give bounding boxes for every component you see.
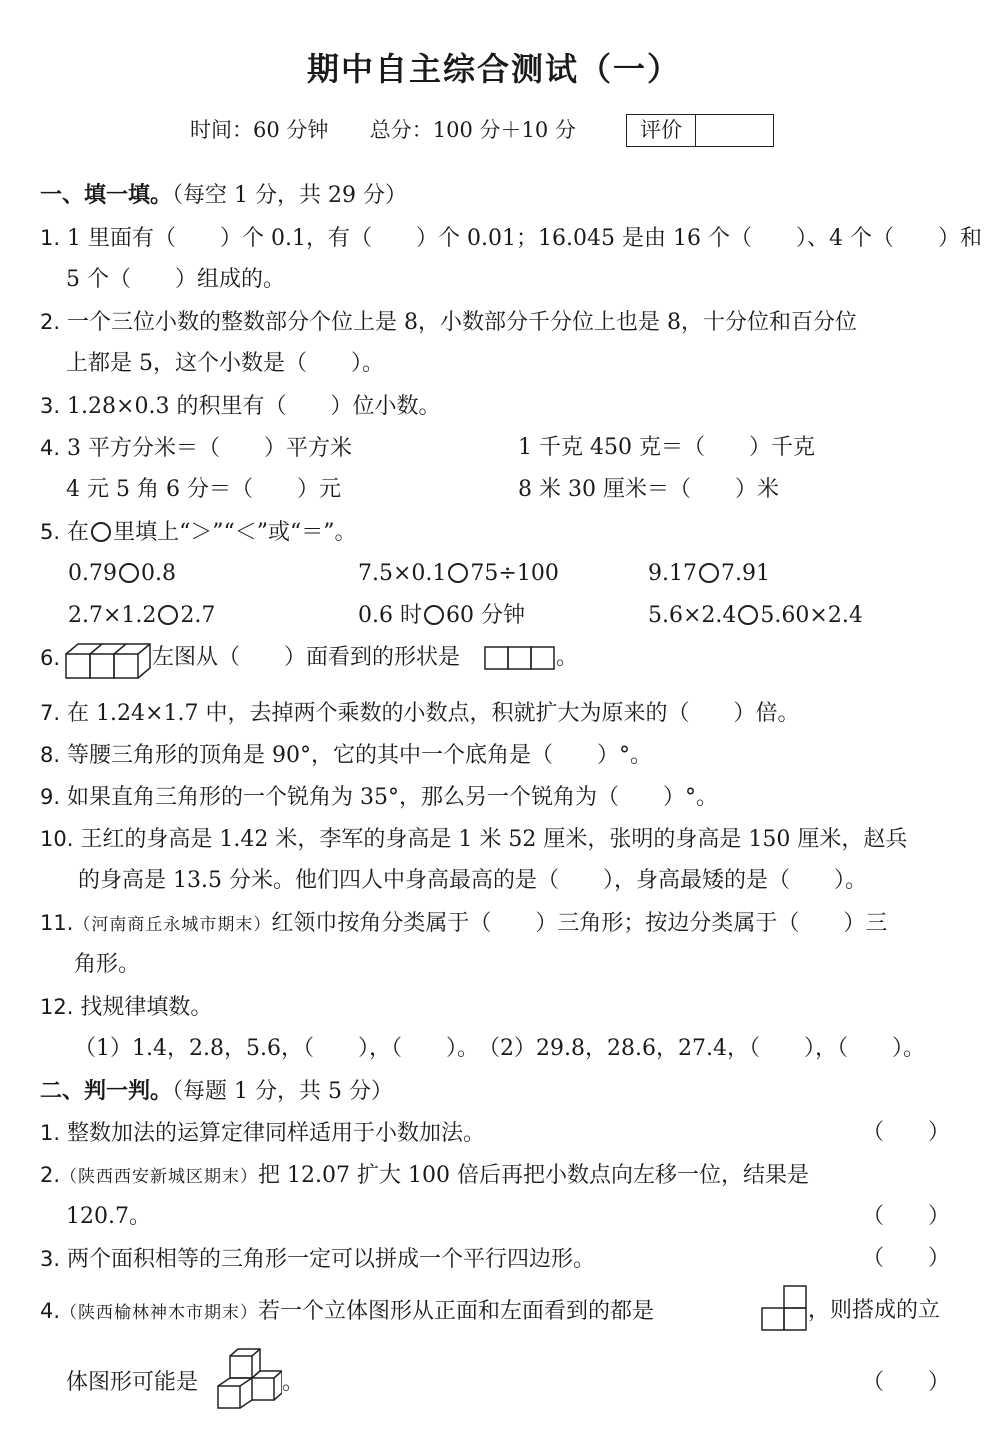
q5-item-5: [358, 601, 525, 631]
q11-source: （河南商丘永城市期末）: [73, 915, 272, 935]
q4-d: 8 米 30 厘米＝（ ）米: [518, 477, 779, 502]
q4-line1: [40, 433, 352, 464]
q11-number: 11.: [40, 911, 74, 935]
q5-item-1: [68, 559, 176, 589]
q3-number: 3.: [40, 394, 61, 418]
s2-q2-line2: 120.7。: [66, 1204, 151, 1229]
q8-text: 等腰三角形的顶角是 90°，它的其中一个底角是（ ）°。: [67, 743, 653, 768]
q5-item-right: 0.8: [140, 561, 176, 586]
s2-q2-text: 把 12.07 扩大 100 倍后再把小数点向左移一位，结果是: [258, 1163, 809, 1188]
section2-note: （每题 1 分，共 5 分）: [172, 1079, 393, 1104]
s2-q1-number: 1.: [40, 1121, 61, 1145]
q6-text: [152, 643, 460, 673]
q12-a: （1）1.4，2.8，5.6，（ ），（ ）。: [74, 1036, 479, 1061]
q12-prompt: [40, 992, 212, 1023]
q4-a: 3 平方分米＝（ ）平方米: [67, 436, 353, 461]
q10-line2: 的身高是 13.5 分米。他们四人中身高最高的是（ ），身高最矮的是（ ）。: [78, 868, 867, 893]
q9-number: 9.: [40, 785, 61, 809]
evaluation-box: [626, 114, 774, 147]
q5-item-2: [358, 559, 559, 589]
q5-item-right: 60 分钟: [445, 603, 525, 628]
q1-text: 1 里面有（ ）个 0.1，有（ ）个 0.01；16.045 是由 16 个（ ）、4 个（ ）和: [67, 226, 982, 251]
q12-number: 12.: [40, 995, 74, 1019]
compare-circle[interactable]: [699, 563, 719, 583]
q5-item-right: 75÷100: [470, 561, 559, 586]
s2-q2-line1: [40, 1160, 809, 1192]
q5-item-6: [648, 601, 863, 631]
q4-number: 4.: [40, 436, 61, 460]
q8-number: 8.: [40, 743, 61, 767]
q6-number: [40, 643, 60, 674]
section2-heading: [40, 1076, 393, 1107]
compare-circle[interactable]: [158, 605, 178, 625]
s2-q3-text: 两个面积相等的三角形一定可以拼成一个平行四边形。: [67, 1247, 596, 1272]
q6-end: 。: [556, 645, 579, 670]
q3-text: 1.28×0.3 的积里有（ ）位小数。: [67, 394, 441, 419]
q2-text: 一个三位小数的整数部分个位上是 8，小数部分千分位上也是 8，十分位和百分位: [67, 310, 858, 335]
page-title: 期中自主综合测试（一）: [306, 50, 681, 88]
evaluation-blank[interactable]: [696, 115, 773, 146]
s2-q4-line1a: [40, 1296, 654, 1328]
q5-item-right: 7.91: [720, 561, 770, 586]
circle-icon: [91, 522, 111, 542]
q5-item-left: 5.6×2.4: [648, 603, 737, 628]
q5-item-left: 0.6 时: [358, 603, 422, 628]
q11-line1: [40, 908, 887, 940]
total-score: 总分：100 分＋10 分: [369, 118, 576, 142]
q8: [40, 740, 652, 771]
q2-number: 2.: [40, 310, 61, 334]
s2-q4-answer[interactable]: （ ）: [862, 1370, 951, 1395]
q6-number-text: 6.: [40, 646, 61, 670]
q9-text: 如果直角三角形的一个锐角为 35°，那么另一个锐角为（ ）°。: [67, 785, 719, 810]
q1-number: 1.: [40, 226, 61, 250]
s2-q4-line2a: 体图形可能是: [66, 1370, 199, 1395]
s2-q4-line1b: ，则搭成的立: [808, 1298, 941, 1323]
q5-item-3: [648, 559, 770, 589]
s2-q1: [40, 1118, 485, 1149]
q2-line1: [40, 307, 857, 338]
q10-text: 王红的身高是 1.42 米，李军的身高是 1 米 52 厘米，张明的身高是 150 厘米，赵兵: [80, 827, 908, 852]
s2-q2-number: 2.: [40, 1163, 61, 1187]
s2-q4-number: 4.: [40, 1299, 61, 1323]
q5-item-right: 5.60×2.4: [760, 603, 863, 628]
three-squares-view: [484, 646, 556, 670]
s2-q4-text-a: 若一个立体图形从正面和左面看到的都是: [258, 1299, 655, 1324]
test-meta: [190, 114, 576, 144]
q3: [40, 391, 440, 422]
q7: [40, 698, 799, 729]
s2-q1-text: 整数加法的运算定律同样适用于小数加法。: [67, 1121, 486, 1146]
s2-q3-answer[interactable]: （ ）: [862, 1246, 951, 1271]
compare-circle[interactable]: [424, 605, 444, 625]
q5-number: 5.: [40, 520, 61, 544]
section2-title: 二、判一判。: [40, 1078, 173, 1104]
section1-note: （每空 1 分，共 29 分）: [172, 183, 407, 208]
q5-prompt: [40, 517, 357, 548]
q6-text-a: 左图从（ ）面看到的形状是: [152, 645, 461, 670]
s2-q3: [40, 1244, 595, 1275]
evaluation-label: 评价: [627, 115, 696, 146]
q2-line2: 上都是 5，这个小数是（ ）。: [66, 351, 384, 376]
compare-circle[interactable]: [448, 563, 468, 583]
q5-item-4: [68, 601, 215, 631]
q12-b: （2）29.8，28.6，27.4，（ ），（ ）。: [478, 1036, 925, 1061]
s2-q4-source: （陕西榆林神木市期末）: [60, 1303, 259, 1323]
q5-item-left: 0.79: [68, 561, 117, 586]
q5-item-left: 7.5×0.1: [358, 561, 447, 586]
stacked-cubes-figure: [216, 1346, 282, 1412]
q12-text: 找规律填数。: [80, 995, 213, 1020]
q1-line2: 5 个（ ）组成的。: [66, 267, 285, 292]
section1-heading: [40, 180, 407, 211]
section1-title: 一、填一填。: [40, 182, 173, 208]
q9: [40, 782, 718, 813]
q7-number: 7.: [40, 701, 61, 725]
q5-item-left: 9.17: [648, 561, 697, 586]
s2-q2-source: （陕西西安新城区期末）: [60, 1167, 259, 1187]
time-limit: 时间：60 分钟: [190, 118, 329, 142]
compare-circle[interactable]: [119, 563, 139, 583]
q1-line1: [40, 223, 982, 254]
q7-text: 在 1.24×1.7 中，去掉两个乘数的小数点，积就扩大为原来的（ ）倍。: [67, 701, 800, 726]
q5-item-right: 2.7: [180, 603, 216, 628]
q4-c: 4 元 5 角 6 分＝（ ）元: [66, 477, 341, 502]
s2-q4-line2b: 。: [282, 1370, 305, 1395]
q5-item-left: 2.7×1.2: [68, 603, 157, 628]
s2-q1-answer[interactable]: （ ）: [862, 1120, 951, 1145]
compare-circle[interactable]: [738, 605, 758, 625]
q5-text-b: 里填上“＞”“＜”或“＝”。: [113, 520, 357, 545]
q4-b: 1 千克 450 克＝（ ）千克: [518, 435, 815, 460]
q11-text: 红领巾按角分类属于（ ）三角形；按边分类属于（ ）三: [271, 911, 888, 936]
l-shape-view: [760, 1284, 808, 1332]
q10-number: 10.: [40, 827, 74, 851]
q5-text-a: 在: [67, 520, 90, 545]
q10-line1: [40, 824, 907, 855]
s2-q2-answer[interactable]: （ ）: [862, 1204, 951, 1229]
three-cubes-figure: [64, 640, 154, 682]
s2-q3-number: 3.: [40, 1247, 61, 1271]
q11-line2: 角形。: [74, 952, 141, 977]
